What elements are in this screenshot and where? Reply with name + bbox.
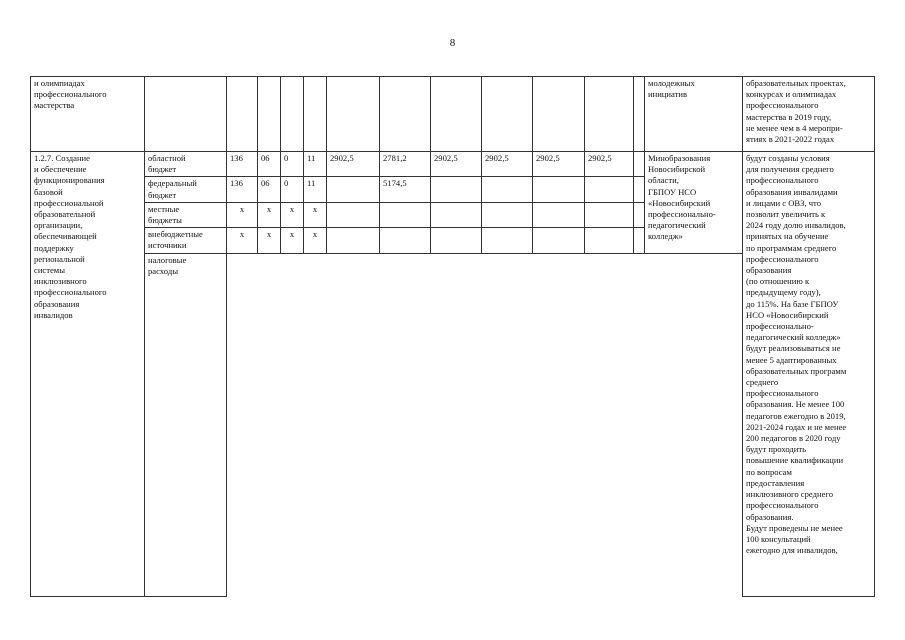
year-cell <box>585 77 634 152</box>
grbs-cell <box>227 77 258 152</box>
year-cell <box>533 77 585 152</box>
executor-cell: Минобразования Новосибирской области, ГБПОУ НСО «Новосибирский профессионально- педагогический колледж» <box>645 152 743 254</box>
result-cell: будут созданы условия для получения среднего профессионального образования инвалидами и лицами с ОВЗ, что позволит увеличить к 2024 году долю инвалидов, принятых на обучение по программам среднего профессионального образования (по отношению к предыдущему году), до 115%. На базе ГБПОУ НСО «Новосибирский профессионально- педагогический колледж» будут реализовываться не менее 5 адаптированных образовательных программ среднего профессионального образования. Не менее 100 педагогов ежегодно в 2019, 2021-2024 годах и не менее 200 педагогов в 2020 году будут проходить повышение квалификации по вопросам предоставления инклюзивного среднего профессионального образования. Будут проведены не менее 100 консультаций ежегодно для инвалидов, <box>743 152 875 597</box>
year-value <box>327 202 380 227</box>
year-value <box>533 228 585 253</box>
grbs-cell: х <box>227 202 258 227</box>
pr-cell: х <box>281 228 304 253</box>
rz-cell: х <box>258 202 281 227</box>
spacer-cell <box>634 77 645 152</box>
csr-cell: х <box>304 228 327 253</box>
year-value <box>585 228 634 253</box>
source-label: областной бюджет <box>145 152 227 177</box>
year-value <box>533 177 585 202</box>
year-value <box>327 177 380 202</box>
year-value <box>327 228 380 253</box>
result-cell: образовательных проектах, конкурсах и олимпиадах профессионального мастерства в 2019 году, не менее чем в 4 меропри- ятиях в 2021-2022 годах <box>743 77 875 152</box>
csr-cell <box>304 77 327 152</box>
year-value: 2902,5 <box>585 152 634 177</box>
program-table <box>30 76 875 597</box>
spacer-cell <box>634 228 645 253</box>
pr-cell: 0 <box>281 152 304 177</box>
year-value <box>431 177 482 202</box>
year-cell <box>327 77 380 152</box>
source-label: налоговые расходы <box>145 253 227 596</box>
year-value: 2781,2 <box>380 152 431 177</box>
grbs-cell: 136 <box>227 177 258 202</box>
year-value: 2902,5 <box>431 152 482 177</box>
pr-cell: 0 <box>281 177 304 202</box>
pr-cell <box>281 77 304 152</box>
rz-cell: 06 <box>258 177 281 202</box>
grbs-cell: 136 <box>227 152 258 177</box>
page-number: 8 <box>449 37 456 49</box>
year-value <box>585 177 634 202</box>
year-cell <box>482 77 533 152</box>
year-cell <box>431 77 482 152</box>
activity-name-cell: 1.2.7. Создание и обеспечение функционирования базовой профессиональной образовательной организации, обеспечивающей поддержку региональной системы инклюзивного профессионального образования инвалидов <box>31 152 145 597</box>
csr-cell: 11 <box>304 177 327 202</box>
rz-cell: х <box>258 228 281 253</box>
csr-cell: х <box>304 202 327 227</box>
year-value <box>585 202 634 227</box>
table-row-continued <box>31 77 875 152</box>
year-value <box>380 228 431 253</box>
source-cell <box>145 77 227 152</box>
rz-cell: 06 <box>258 152 281 177</box>
year-value: 2902,5 <box>533 152 585 177</box>
activity-name-cell: и олимпиадах профессионального мастерства <box>31 77 145 152</box>
year-value <box>380 202 431 227</box>
spacer-cell <box>634 152 645 177</box>
executor-cell: молодежных инициатив <box>645 77 743 152</box>
year-value <box>431 228 482 253</box>
year-value <box>482 202 533 227</box>
source-label: местные бюджеты <box>145 202 227 227</box>
year-value: 5174,5 <box>380 177 431 202</box>
year-value <box>533 202 585 227</box>
year-value <box>431 202 482 227</box>
csr-cell: 11 <box>304 152 327 177</box>
pr-cell: х <box>281 202 304 227</box>
spacer-cell <box>634 202 645 227</box>
year-value: 2902,5 <box>327 152 380 177</box>
source-label: внебюджетные источники <box>145 228 227 253</box>
grbs-cell: х <box>227 228 258 253</box>
rz-cell <box>258 77 281 152</box>
empty-area <box>227 253 743 596</box>
spacer-cell <box>634 177 645 202</box>
year-value: 2902,5 <box>482 152 533 177</box>
year-value <box>482 228 533 253</box>
year-value <box>482 177 533 202</box>
table-row-source-0 <box>31 152 875 177</box>
year-cell <box>380 77 431 152</box>
source-label: федеральный бюджет <box>145 177 227 202</box>
